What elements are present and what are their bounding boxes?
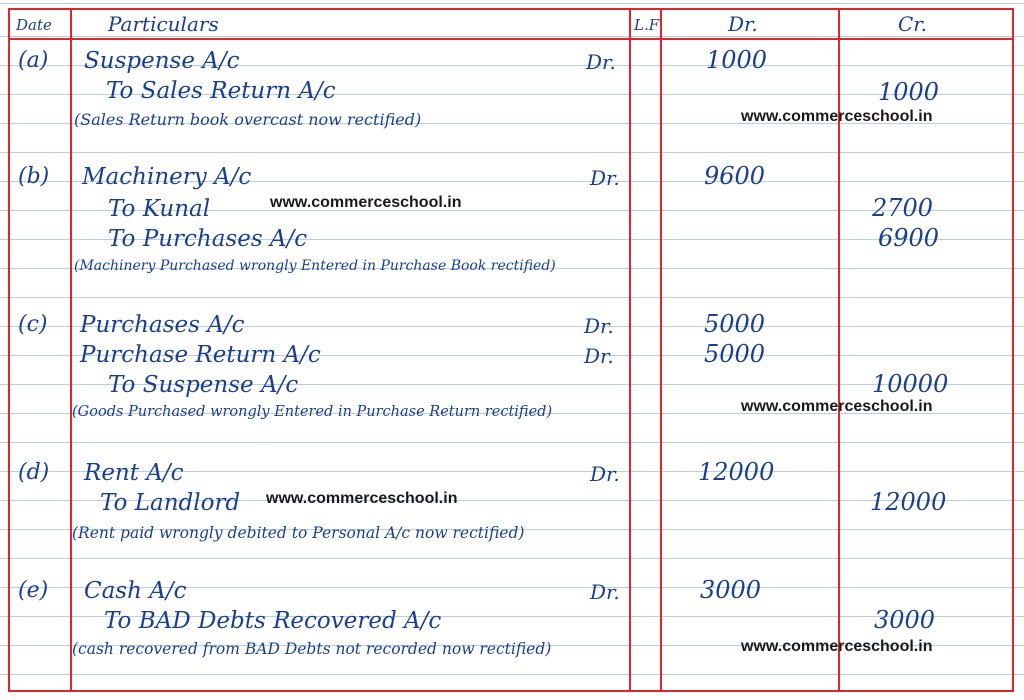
debit-account: Rent A/c bbox=[84, 460, 184, 486]
entry-label: (b) bbox=[18, 164, 50, 189]
narration: (cash recovered from BAD Debts not recorded now rectified) bbox=[72, 640, 552, 658]
watermark-text: www.commerceschool.in bbox=[741, 398, 933, 415]
header-dr: Dr. bbox=[728, 12, 758, 36]
dr-label: Dr. bbox=[590, 580, 620, 604]
dr-label: Dr. bbox=[584, 314, 614, 338]
dr-label: Dr. bbox=[584, 344, 614, 368]
credit-account: To Purchases A/c bbox=[108, 226, 308, 252]
dr-label: Dr. bbox=[590, 166, 620, 190]
watermark-text: www.commerceschool.in bbox=[741, 108, 933, 125]
debit-amount: 3000 bbox=[700, 576, 762, 604]
credit-amount: 10000 bbox=[872, 370, 949, 398]
debit-amount: 9600 bbox=[704, 162, 766, 190]
header-divider bbox=[8, 38, 1014, 40]
credit-amount: 6900 bbox=[878, 224, 940, 252]
particulars-column-divider bbox=[629, 8, 631, 690]
narration: (Sales Return book overcast now rectified) bbox=[74, 110, 422, 129]
debit-account: Machinery A/c bbox=[82, 164, 252, 190]
credit-account: To BAD Debts Recovered A/c bbox=[104, 608, 442, 634]
header-lf: L.F bbox=[634, 16, 660, 34]
watermark-text: www.commerceschool.in bbox=[741, 638, 933, 655]
date-column-divider bbox=[70, 8, 72, 690]
credit-account: To Landlord bbox=[100, 490, 241, 516]
credit-amount: 1000 bbox=[878, 78, 940, 106]
debit-account: Purchase Return A/c bbox=[80, 342, 321, 368]
credit-account: To Kunal bbox=[108, 196, 211, 222]
debit-amount: 1000 bbox=[706, 46, 768, 74]
entry-label: (a) bbox=[18, 48, 49, 73]
watermark-text: www.commerceschool.in bbox=[266, 490, 458, 507]
watermark-text: www.commerceschool.in bbox=[270, 194, 462, 211]
debit-amount: 5000 bbox=[704, 340, 766, 368]
header-date: Date bbox=[16, 16, 52, 34]
lf-column-divider bbox=[660, 8, 662, 690]
dr-label: Dr. bbox=[590, 462, 620, 486]
credit-account: To Sales Return A/c bbox=[106, 78, 336, 104]
dr-label: Dr. bbox=[586, 50, 616, 74]
entry-label: (d) bbox=[18, 460, 50, 485]
credit-account: To Suspense A/c bbox=[108, 372, 299, 398]
debit-account: Purchases A/c bbox=[80, 312, 245, 338]
narration: (Goods Purchased wrongly Entered in Purchase Return rectified) bbox=[72, 404, 553, 420]
narration: (Rent paid wrongly debited to Personal A/c now rectified) bbox=[72, 524, 525, 542]
debit-account: Cash A/c bbox=[84, 578, 187, 604]
entry-label: (e) bbox=[18, 578, 49, 603]
credit-amount: 3000 bbox=[874, 606, 936, 634]
header-cr: Cr. bbox=[898, 12, 928, 36]
entry-label: (c) bbox=[18, 312, 48, 337]
narration: (Machinery Purchased wrongly Entered in Purchase Book rectified) bbox=[74, 258, 556, 274]
debit-amount: 12000 bbox=[698, 458, 775, 486]
credit-amount: 12000 bbox=[870, 488, 947, 516]
debit-account: Suspense A/c bbox=[84, 48, 240, 74]
header-particulars: Particulars bbox=[108, 12, 219, 36]
debit-amount: 5000 bbox=[704, 310, 766, 338]
credit-amount: 2700 bbox=[872, 194, 934, 222]
